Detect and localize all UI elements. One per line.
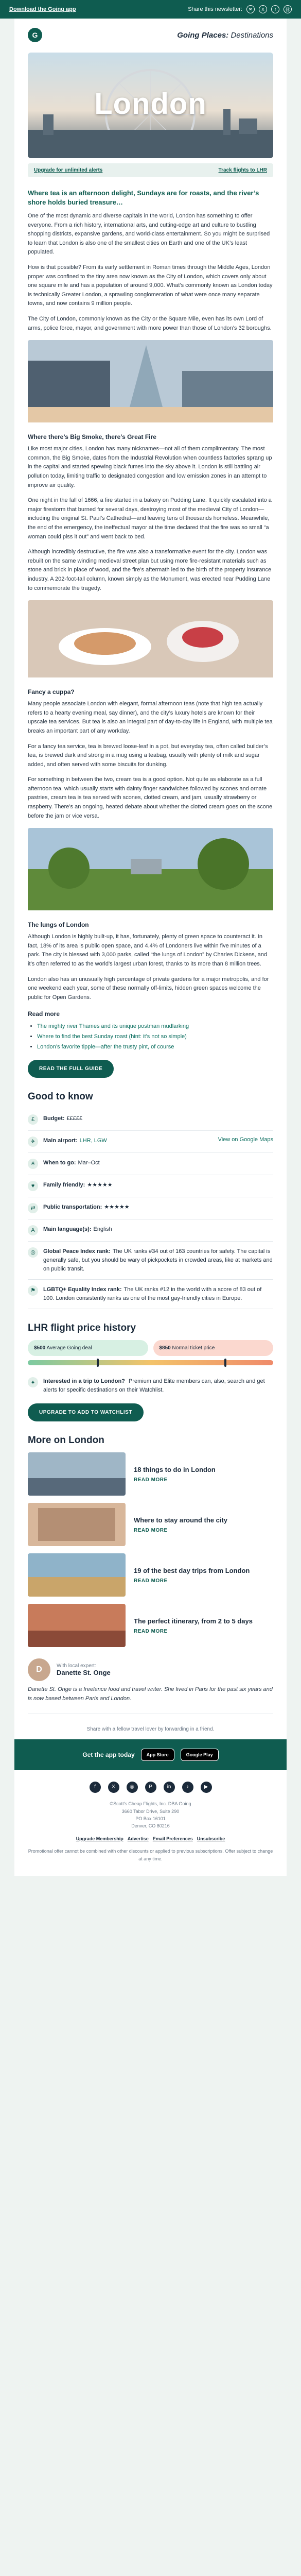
info-row-budget: £ Budget: £££££ <box>28 1109 273 1131</box>
email-preferences-link[interactable]: Email Preferences <box>152 1836 193 1841</box>
share-label: Share this newsletter: <box>188 6 242 12</box>
upgrade-membership-link[interactable]: Upgrade Membership <box>76 1836 123 1841</box>
google-maps-link[interactable]: View on Google Maps <box>218 1136 273 1143</box>
info-row-peace: ◎ Global Peace Index rank: The UK ranks #34 out of 163 countries for safety. The capital is generally safe, but you should be wary of pickpockets in crowded areas, like at markets and on public transit. <box>28 1242 273 1280</box>
share-row <box>188 5 292 13</box>
readmore-item[interactable]: • Where to find the best Sunday roast (hint: it’s not so simple) <box>37 1032 273 1042</box>
normal-price-pill: $850 Normal ticket price <box>153 1340 274 1356</box>
intro-paragraph: The City of London, commonly known as the City or the Square Mile, even has its own Lord of arms, police force, mayor, and government with more power than those of London’s 32 boroughs. <box>28 316 272 331</box>
expert-block: D With local expert: Danette St. Onge <box>28 1658 273 1681</box>
app-bar <box>14 1739 287 1770</box>
price-pills <box>28 1340 273 1356</box>
lungs-paragraph: Although London is highly built-up, it has, fortunately, plenty of green space to counteract it. In fact, 18% of its area is public open space, and 4.4% of Londoners live within five minutes of a park. The city is blessed with 3,000 parks, called “the lungs of London” by Charles Dickens, and it’s often referred to as the world’s largest urban forest, thanks to its more than 8 million trees. <box>28 934 268 968</box>
section-heading-smoke: Where there’s Big Smoke, there’s Great Fire <box>28 433 156 441</box>
price-range-bar <box>28 1360 273 1365</box>
expert-name: Danette St. Onge <box>57 1669 111 1677</box>
peace-icon: ◎ <box>28 1247 38 1258</box>
header <box>14 19 287 47</box>
intro-lead: Where tea is an afternoon delight, Sundays are for roasts, and the river’s shore holds buried treasure… <box>28 189 259 206</box>
interest-row: ✦ Interested in a trip to London? Premium and Elite members can, also, search and get alerts for specific destinations on their Watchlist. <box>28 1371 273 1400</box>
going-logo[interactable]: G <box>28 28 42 42</box>
app-bar-text: Get the app today <box>82 1751 135 1759</box>
smoke-paragraph: Like most major cities, London has many nicknames—not all of them complimentary. The most common, the Big Smoke, dates from the Industrial Revolution when countless factories sprang up in the capital and started spewing black fumes into the sky above it. London is still battling air pollution today, limiting traffic to designated congestion and low emission zones in an attempt to improve air quality. <box>28 446 272 488</box>
language-icon: A <box>28 1225 38 1235</box>
flag-icon: ⚑ <box>28 1285 38 1296</box>
cuppa-paragraph: Many people associate London with elegant, formal afternoon teas (note that high tea actually refers to a hearty evening meal, say dinner), and the city’s luxury hotels are known for their upscale tea services. But tea is also an integral part of day-to-day life in England, with multiple tea breaks an important part of any workday. <box>28 701 273 734</box>
email-share-icon[interactable]: ✉ <box>246 5 255 13</box>
cta-row <box>28 163 273 177</box>
hero-image <box>28 53 273 158</box>
social-links <box>28 1782 273 1793</box>
google-play-button[interactable]: Google Play <box>181 1749 219 1761</box>
intro-paragraph: One of the most dynamic and diverse capitals in the world, London has something to offer everyone. From a rich history, international arts, and cutting-edge art and culture to bustling shopping districts, expansive gardens, and world-class entertainment. So you might be surprised to learn that London is also one of the smallest cities on Earth and one of the UK’s least populated. <box>28 213 270 256</box>
hero-title: London <box>94 87 207 121</box>
instagram-icon[interactable]: ◎ <box>127 1782 138 1793</box>
more-item[interactable]: 19 of the best day trips from London READ MORE <box>28 1553 273 1597</box>
transit-icon: ⇄ <box>28 1203 38 1213</box>
budget-icon: £ <box>28 1114 38 1125</box>
tiktok-icon[interactable]: ♪ <box>182 1782 193 1793</box>
readmore-list <box>28 1022 273 1052</box>
read-full-guide-button[interactable]: READ THE FULL GUIDE <box>28 1060 114 1078</box>
good-to-know-heading: Good to know <box>28 1091 93 1102</box>
info-row-language: A Main language(s): English <box>28 1219 273 1242</box>
newsletter-card <box>14 19 287 1876</box>
series-name: Destinations <box>231 30 273 40</box>
tea-photo <box>28 600 273 680</box>
info-row-family: ♥ Family friendly: ★★★★★ <box>28 1175 273 1197</box>
lungs-paragraph: London also has an unusually high percentage of private gardens for a major metropolis, and for one weekend each year, some of these normally off-limits, hidden green spaces welcome the public for Open Gardens. <box>28 976 269 1001</box>
company-address: ©Scott's Cheap Flights, Inc. DBA Going 3660 Tabor Drive, Suite 290 PO Box 16101 Denver, CO 80216 <box>110 1801 191 1829</box>
intro-paragraph: How is that possible? From its early settlement in Roman times through the Middle Ages, London proper was confined to the tiny area now known as the City of London, which covers only about one square mile and has a population of around 9,000. What’s commonly known as London today is technically Greater London, a sprawling conglomeration of what were once many separate towns, and now contains 9 million people. <box>28 264 273 307</box>
section-heading-cuppa: Fancy a cuppa? <box>28 688 75 696</box>
more-heading: More on London <box>28 1435 104 1446</box>
footer-links <box>28 1835 273 1842</box>
info-row-transport: ⇄ Public transportation: ★★★★★ <box>28 1197 273 1219</box>
upgrade-link[interactable]: Upgrade for unlimited alerts <box>34 167 103 173</box>
expert-bio: Danette St. Onge is a freelance food and travel writer. She lived in Paris for the past six years and is now based between Paris and London. <box>28 1686 273 1702</box>
footer <box>14 1770 287 1876</box>
x-icon[interactable]: X <box>108 1782 119 1793</box>
series-prefix: Going Places: <box>177 30 229 40</box>
average-deal-pill: $500 Average Going deal <box>28 1340 148 1356</box>
cuppa-paragraph: For a fancy tea service, tea is brewed loose-leaf in a pot, but everyday tea, often called builder’s tea, is brewed dark and strong in a mug using a teabag, usually with plenty of milk and sugar added, and often served with some biscuits for dunking. <box>28 743 268 768</box>
more-item[interactable]: The perfect itinerary, from 2 to 5 days READ MORE <box>28 1604 273 1647</box>
smoke-paragraph: One night in the fall of 1666, a fire started in a bakery on Pudding Lane. It quickly escalated into a major firestorm that burned for several days, destroying most of the medieval City of London—including the original St. Paul’s Cathedral—and leaving tens of thousands homeless. Meanwhile, the end of the emergency, the ineffectual mayor at the time declared that the fire was so small “a woman could piss it out” and went back to bed. <box>28 497 272 540</box>
facebook-icon[interactable]: f <box>90 1782 101 1793</box>
info-row-when: ☀ When to go: Mar–Oct <box>28 1153 273 1175</box>
family-icon: ♥ <box>28 1181 38 1191</box>
cuppa-paragraph: For something in between the two, cream tea is a good option. Not quite as elaborate as a full afternoon tea, which usually starts with dainty finger sandwiches followed by scones and ornate pastries, cream tea is tea served with scones, clotted cream, and jam, usually strawberry or raspberry. There’s an ongoing, heated debate about whether the clotted cream goes on the scone before the jam or vice versa. <box>28 776 273 819</box>
readmore-item[interactable]: • The mighty river Thames and its unique postman mudlarking <box>37 1022 273 1032</box>
share-bar: Share with a fellow travel lover by forwarding in a friend. <box>28 1714 273 1739</box>
avatar: D <box>28 1658 50 1681</box>
section-heading-lungs: The lungs of London <box>28 921 89 929</box>
info-row-lgbtq: ⚑ LGBTQ+ Equality Index rank: The UK ranks #12 in the world with a score of 83 out of 100. London consistently ranks as one of the most gay-friendly cities in Europe. <box>28 1280 273 1309</box>
more-item[interactable]: 18 things to do in London READ MORE <box>28 1452 273 1496</box>
park-photo <box>28 828 273 913</box>
good-to-know-list <box>28 1109 273 1309</box>
x-share-icon[interactable]: X <box>259 5 267 13</box>
advertise-link[interactable]: Advertise <box>127 1836 149 1841</box>
more-item[interactable]: Where to stay around the city READ MORE <box>28 1503 273 1546</box>
app-store-button[interactable]: App Store <box>141 1749 174 1761</box>
topbar <box>0 0 301 19</box>
info-row-airport: ✈ Main airport: LHR, LGW View on Google Maps <box>28 1131 273 1153</box>
readmore-item[interactable]: • London’s favorite tipple—after the trusty pint, of course <box>37 1042 273 1053</box>
airport-codes-link[interactable]: LHR, LGW <box>79 1137 107 1144</box>
price-history-heading: LHR flight price history <box>28 1323 136 1334</box>
upgrade-watchlist-button[interactable]: UPGRADE TO ADD TO WATCHLIST <box>28 1403 144 1421</box>
series-title <box>177 31 273 40</box>
link-share-icon[interactable]: ⛓ <box>284 5 292 13</box>
smoke-paragraph: Although incredibly destructive, the fire was also a transformative event for the city. London was rebuilt on the same winding medieval street plan but using more fire-resistant materials such as stone and brick in place of wood, and the fire’s aftermath led to the birth of the property insurance industry. A 202-foot-tall column, known simply as the Monument, was erected near Pudding Lane to commemorate the tragedy. <box>28 549 272 591</box>
content <box>14 189 287 1739</box>
track-flights-link[interactable]: Track flights to LHR <box>218 167 267 173</box>
city-skyline-photo <box>28 340 273 425</box>
sun-icon: ☀ <box>28 1159 38 1169</box>
readmore-heading: Read more <box>28 1010 60 1018</box>
download-app-link[interactable]: Download the Going app <box>9 6 76 12</box>
youtube-icon[interactable]: ▶ <box>201 1782 212 1793</box>
linkedin-icon[interactable]: in <box>164 1782 175 1793</box>
pinterest-icon[interactable]: P <box>145 1782 156 1793</box>
airplane-icon: ✈ <box>28 1137 38 1147</box>
bell-icon: ✦ <box>28 1377 38 1387</box>
disclaimer: Promotional offer cannot be combined with other discounts or applied to previous subscriptions. Offer subject to change at any time. <box>28 1849 273 1861</box>
unsubscribe-link[interactable]: Unsubscribe <box>197 1836 225 1841</box>
facebook-share-icon[interactable]: f <box>271 5 279 13</box>
